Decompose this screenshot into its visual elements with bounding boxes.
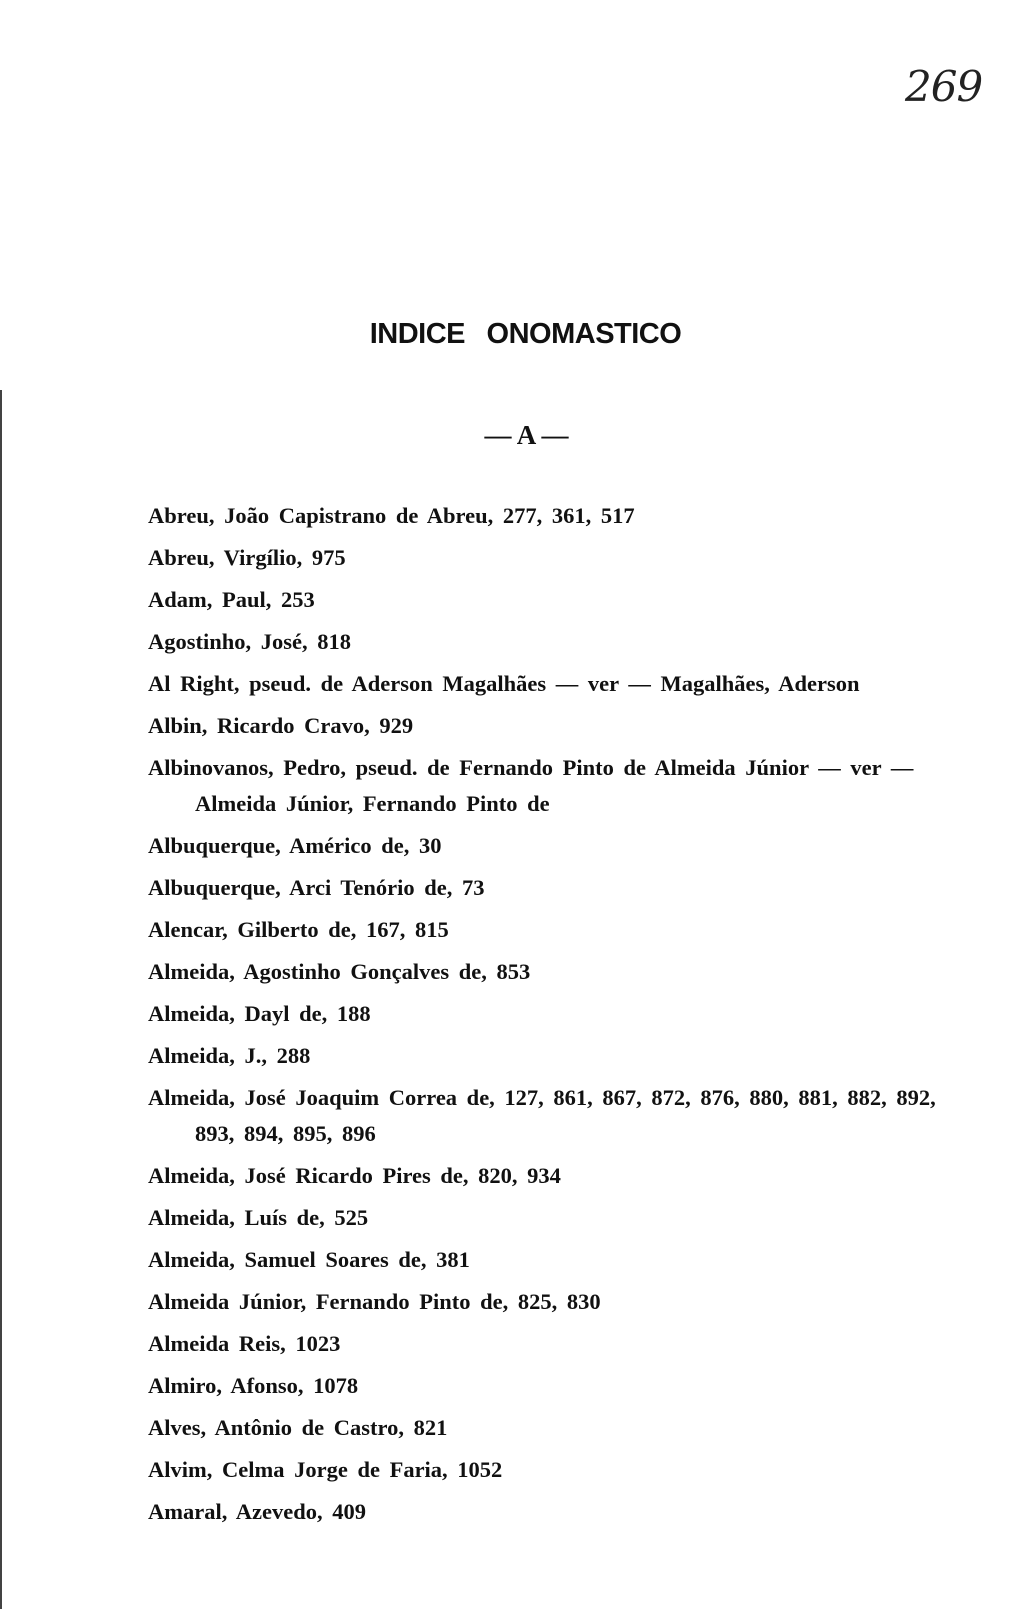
index-entry: Almeida, Agostinho Gonçalves de, 853 xyxy=(148,959,531,984)
index-entry: Almeida, José Ricardo Pires de, 820, 934 xyxy=(148,1163,561,1188)
index-entry: Adam, Paul, 253 xyxy=(148,587,315,612)
index-entries xyxy=(148,498,958,1536)
index-entry: Albin, Ricardo Cravo, 929 xyxy=(148,713,414,738)
index-entry: Albuquerque, Arci Tenório de, 73 xyxy=(148,875,485,900)
index-entry: Almeida Reis, 1023 xyxy=(148,1331,341,1356)
index-entry: Almeida, Samuel Soares de, 381 xyxy=(148,1247,470,1272)
index-entry: Amaral, Azevedo, 409 xyxy=(148,1499,366,1524)
index-entry: Almeida, Luís de, 525 xyxy=(148,1205,369,1230)
page-title: INDICE ONOMASTICO xyxy=(369,318,682,350)
index-entry: Abreu, Virgílio, 975 xyxy=(148,545,346,570)
index-entry: Alencar, Gilberto de, 167, 815 xyxy=(148,917,449,942)
index-entry: Almiro, Afonso, 1078 xyxy=(148,1373,359,1398)
index-entry: Almeida Júnior, Fernando Pinto de, 825, 830 xyxy=(148,1289,601,1314)
index-entry: Alvim, Celma Jorge de Faria, 1052 xyxy=(148,1457,503,1482)
scan-edge xyxy=(0,390,5,1609)
index-entry: Almeida, J., 288 xyxy=(148,1043,311,1068)
index-entry: Albinovanos, Pedro, pseud. de Fernando Pinto de Almeida Júnior — ver — Almeida Júnior, Fernando Pinto de xyxy=(148,755,914,816)
index-entry: Al Right, pseud. de Aderson Magalhães — ver — Magalhães, Aderson xyxy=(148,671,860,696)
index-entry: Agostinho, José, 818 xyxy=(148,629,352,654)
index-entry: Albuquerque, Américo de, 30 xyxy=(148,833,442,858)
index-entry: Almeida, Dayl de, 188 xyxy=(148,1001,371,1026)
page-number: 269 xyxy=(905,62,983,111)
index-entry: Abreu, João Capistrano de Abreu, 277, 361, 517 xyxy=(148,503,635,528)
index-entry: Alves, Antônio de Castro, 821 xyxy=(148,1415,448,1440)
index-entry: Almeida, José Joaquim Correa de, 127, 861, 867, 872, 876, 880, 881, 882, 892, 893, 894, 895, 896 xyxy=(148,1085,936,1146)
section-letter: — A — xyxy=(484,420,569,450)
